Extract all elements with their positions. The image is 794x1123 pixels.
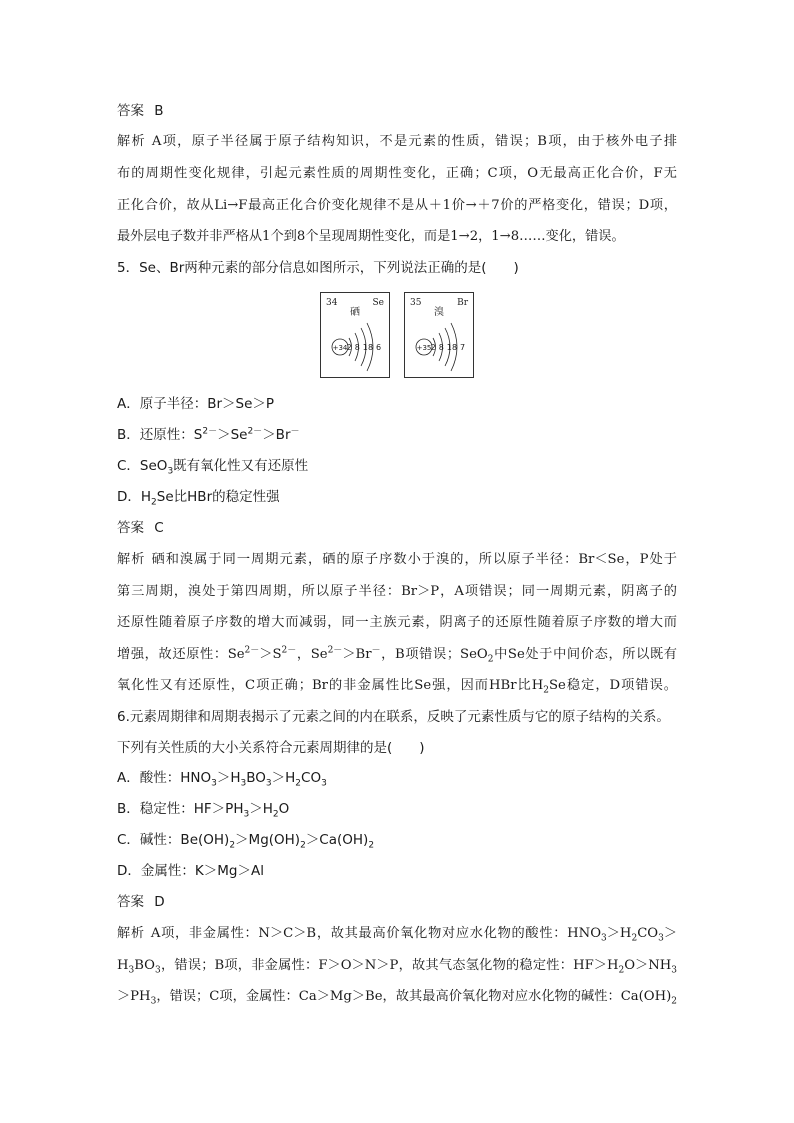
answer-line <box>117 892 165 912</box>
answer-value: C <box>154 520 164 536</box>
answer-value: D <box>154 894 165 910</box>
question-stem: 6.元素周期律和周期表揭示了元素之间的内在联系，反映了元素性质与它的原子结构的关系。 <box>117 709 670 725</box>
element-name: 硒 <box>350 307 360 318</box>
atomic-number: 34 <box>326 298 338 308</box>
option-c: C．碱性：$Be(OH)_2>Mg(OH)_2>Ca(OH)_2$ <box>117 832 375 851</box>
explanation-line: 还原性随着原子序数的增大而减弱，同一主族元素，阴离子的还原性随着原子序数的增大而 <box>117 615 677 630</box>
explanation-label: 解析 <box>117 134 146 149</box>
nucleus-charge: +35 <box>416 344 432 352</box>
option-d: D．金属性：K＞Mg＞Al <box>117 863 264 879</box>
element-symbol: Br <box>457 298 468 308</box>
option-a: A．酸性：$HNO_3>H_3BO_3>H_2CO_3$ <box>117 770 327 789</box>
answer-label: 答案 <box>117 894 144 910</box>
option-c: C．SeO$_3$既有氧化性又有还原性 <box>117 458 309 477</box>
explanation-line: 布的周期性变化规律，引起元素性质的周期性变化，正确；C项，O无最高正化合价，F无 <box>117 166 677 181</box>
electron-shells: 2 8 18 7 <box>430 343 466 352</box>
option-d: D．$H_2Se$比HBr的稳定性强 <box>117 489 280 508</box>
explanation-line: 第三周期，溴处于第四周期，所以原子半径：Br＞P，A项错误；同一周期元素，阴离子的 <box>117 584 677 599</box>
element-name: 溴 <box>434 307 444 318</box>
atomic-number: 35 <box>410 298 422 308</box>
explanation-line: 最外层电子数并非严格从1个到8个呈现周期性变化，而是1→2，1→8……变化，错误。 <box>117 229 625 244</box>
explanation-line: 氧化性又有还原性，C项正确；Br的非金属性比Se强，因而HBr比$H_2Se$稳定，D项错误。 <box>117 678 677 696</box>
answer-label: 答案 <box>117 520 144 536</box>
explanation-line: $>PH_3$，错误；C项，金属性：Ca＞Mg＞Be，故其最高价氧化物对应水化物的碱性：$Ca(OH)_2$ <box>117 989 677 1007</box>
explanation-line: 解析 硒和溴属于同一周期元素，硒的原子序数小于溴的，所以原子半径：Br＜Se，P处于 <box>117 552 677 567</box>
nucleus-charge: +34 <box>332 344 348 352</box>
explanation-line: 解析 A项，非金属性：N＞C＞B，故其最高价氧化物对应水化物的酸性：$HNO_3>H_2CO_3>$ <box>117 926 678 944</box>
answer-line <box>117 101 164 121</box>
element-symbol: Se <box>372 298 384 308</box>
electron-shells: 2 8 18 6 <box>346 343 382 352</box>
explanation-label: 解析 <box>117 926 145 941</box>
element-card-se <box>320 292 390 378</box>
answer-label: 答案 <box>117 103 144 119</box>
explanation-line: 增强，故还原性：$Se^{2-}>S^{2-}$，$Se^{2-}>Br^-$，B项错误；SeO$_2$中Se处于中间价态，所以既有 <box>117 645 677 665</box>
explanation-line: 正化合价，故从Li→F最高正化合价变化规律不是从＋1价→＋7价的严格变化，错误；D项， <box>117 198 677 213</box>
explanation-label: 解析 <box>117 552 146 567</box>
option-a: A．原子半径：Br＞Se＞P <box>117 396 275 412</box>
question-stem: 下列有关性质的大小关系符合元素周期律的是( ) <box>117 740 425 756</box>
question-stem: 5．Se、Br两种元素的部分信息如图所示，下列说法正确的是( ) <box>117 260 519 276</box>
answer-line <box>117 518 164 538</box>
element-card-br <box>404 292 474 378</box>
explanation-line: 解析 A项，原子半径属于原子结构知识，不是元素的性质，错误；B项，由于核外电子排 <box>117 134 678 149</box>
option-b: B．还原性：$S^{2-}>Se^{2-}>Br^-$ <box>117 426 300 443</box>
option-b: B．稳定性：$HF>PH_3>H_2O$ <box>117 801 290 820</box>
answer-value: B <box>154 103 164 119</box>
explanation-line: $H_3BO_3$，错误；B项，非金属性：F＞O＞N＞P，故其气态氢化物的稳定性：$HF>H_2O>NH_3$ <box>117 958 677 976</box>
